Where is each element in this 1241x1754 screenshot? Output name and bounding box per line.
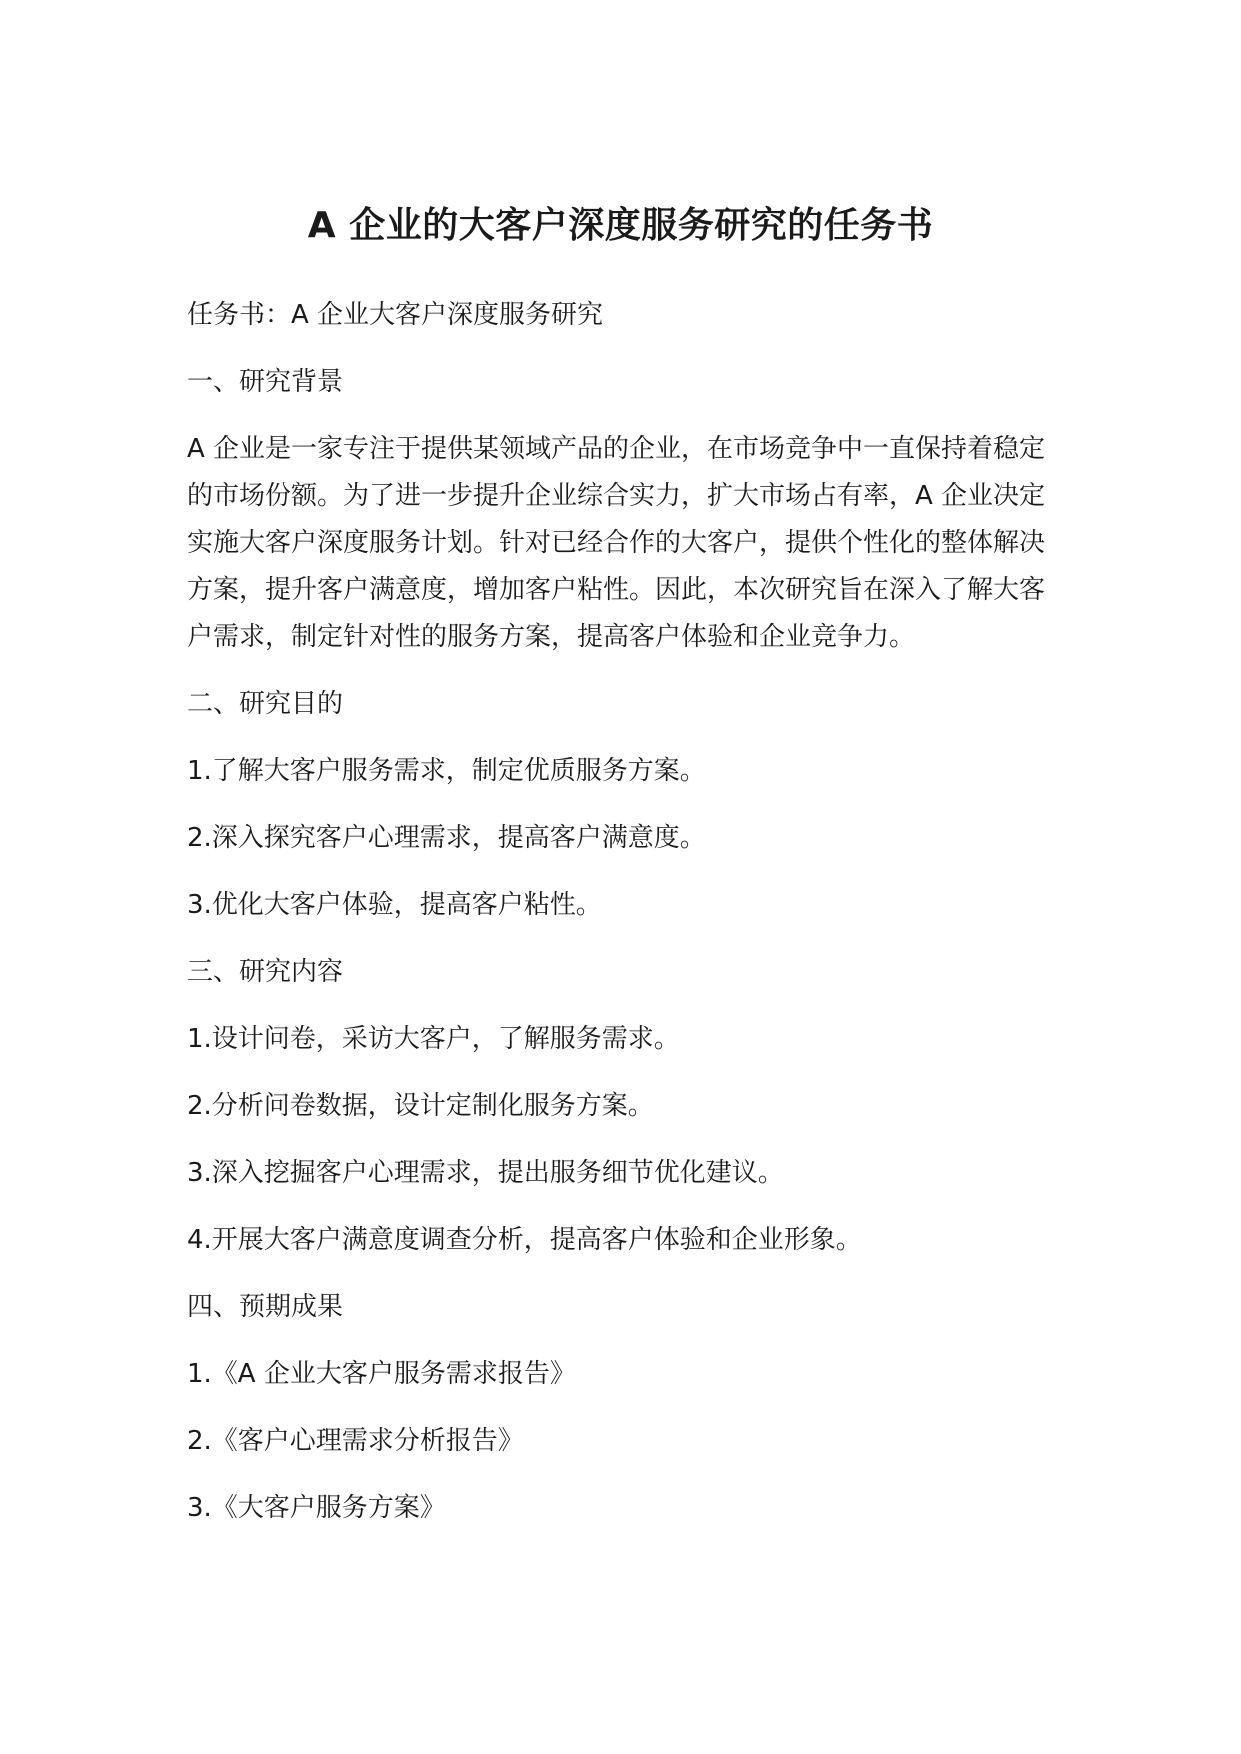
document-subtitle: 任务书：A 企业大客户深度服务研究 bbox=[187, 300, 604, 330]
list-item: 3.《大客户服务方案》 bbox=[187, 1493, 446, 1523]
section-heading-purpose: 二、研究目的 bbox=[187, 689, 344, 719]
list-item: 3.深入挖掘客户心理需求，提出服务细节优化建议。 bbox=[187, 1158, 784, 1188]
section-heading-content: 三、研究内容 bbox=[187, 957, 344, 987]
background-paragraph: A 企业是一家专注于提供某领域产品的企业，在市场竞争中一直保持着稳定的市场份额。为了进一步提升企业综合实力，扩大市场占有率，A 企业决定实施大客户深度服务计划。针对已经合作的大客户，提供个性化的整体解决方案，提升客户满意度，增加客户粘性。因此，本次研究旨在深入了解大客户需求，制定针对性的服务方案，提高客户体验和企业竞争力。 bbox=[187, 434, 1046, 652]
list-item: 4.开展大客户满意度调查分析，提高客户体验和企业形象。 bbox=[187, 1225, 862, 1255]
list-item: 1.设计问卷，采访大客户，了解服务需求。 bbox=[187, 1024, 680, 1054]
list-item: 1.《A 企业大客户服务需求报告》 bbox=[187, 1359, 576, 1389]
list-item: 2.深入探究客户心理需求，提高客户满意度。 bbox=[187, 823, 706, 853]
list-item: 2.分析问卷数据，设计定制化服务方案。 bbox=[187, 1091, 654, 1121]
section-heading-outcomes: 四、预期成果 bbox=[187, 1292, 344, 1322]
section-heading-background: 一、研究背景 bbox=[187, 367, 344, 397]
document-title: A 企业的大客户深度服务研究的任务书 bbox=[307, 205, 934, 247]
list-item: 3.优化大客户体验，提高客户粘性。 bbox=[187, 890, 602, 920]
document-body bbox=[187, 292, 1057, 1552]
list-item: 2.《客户心理需求分析报告》 bbox=[187, 1426, 524, 1456]
list-item: 1.了解大客户服务需求，制定优质服务方案。 bbox=[187, 756, 706, 786]
